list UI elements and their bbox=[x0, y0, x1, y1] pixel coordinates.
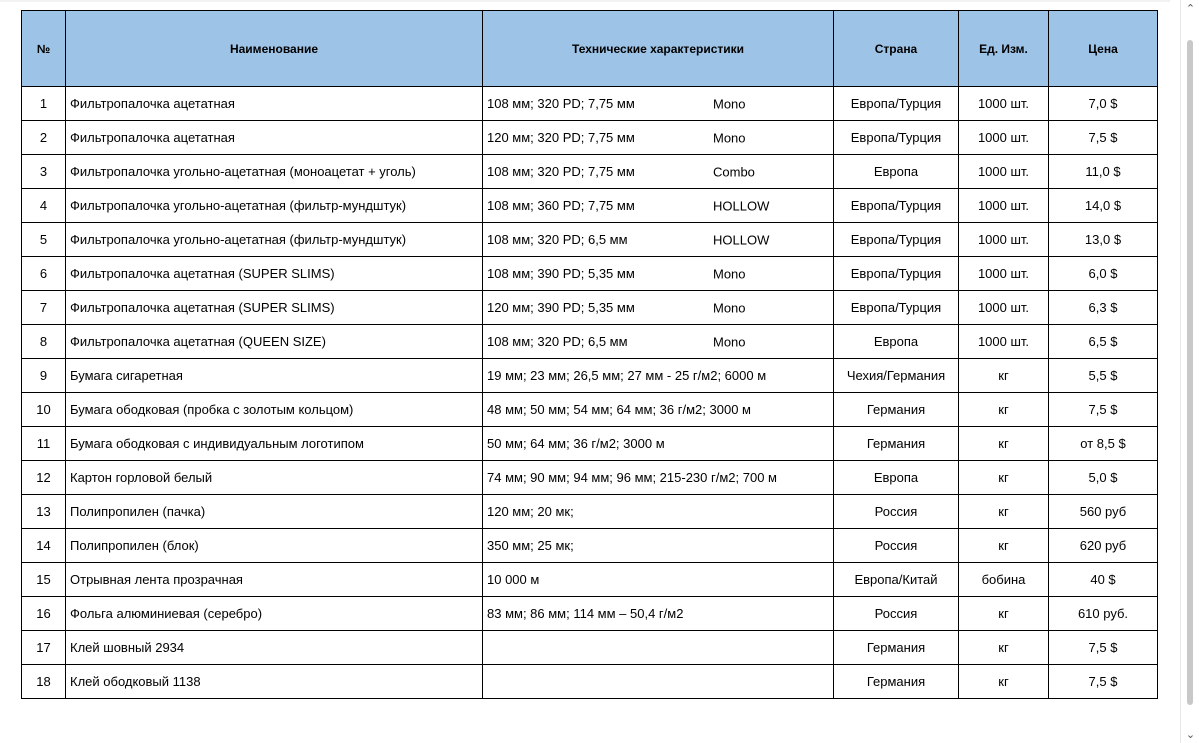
row-spec bbox=[483, 155, 834, 189]
row-num: 16 bbox=[22, 597, 66, 631]
row-num: 4 bbox=[22, 189, 66, 223]
row-name: Бумага ободковая (пробка с золотым кольцом) bbox=[66, 393, 483, 427]
table-row bbox=[22, 87, 1158, 121]
spec-text: 10 000 м bbox=[487, 572, 540, 587]
row-spec bbox=[483, 325, 834, 359]
spec-text: 108 мм; 320 PD; 7,75 мм bbox=[487, 96, 635, 111]
row-unit: 1000 шт. bbox=[959, 121, 1049, 155]
spec-type: Mono bbox=[713, 96, 746, 111]
row-price: 610 руб. bbox=[1049, 597, 1158, 631]
spec-text: 19 мм; 23 мм; 26,5 мм; 27 мм - 25 г/м2; 6000 м bbox=[487, 368, 767, 383]
table-body bbox=[22, 87, 1158, 699]
scroll-down-icon[interactable]: ⌄ bbox=[1185, 728, 1196, 741]
row-unit: бобина bbox=[959, 563, 1049, 597]
row-unit: 1000 шт. bbox=[959, 189, 1049, 223]
row-price: 620 руб bbox=[1049, 529, 1158, 563]
header-country: Страна bbox=[834, 11, 959, 87]
row-spec bbox=[483, 495, 834, 529]
spec-type: HOLLOW bbox=[713, 232, 770, 247]
row-name: Клей ободковый 1138 bbox=[66, 665, 483, 699]
row-country: Европа/Китай bbox=[834, 563, 959, 597]
row-num: 18 bbox=[22, 665, 66, 699]
table-row bbox=[22, 189, 1158, 223]
row-spec bbox=[483, 223, 834, 257]
row-spec bbox=[483, 529, 834, 563]
scroll-up-icon[interactable]: ⌃ bbox=[1185, 2, 1196, 15]
row-spec bbox=[483, 291, 834, 325]
spec-text: 108 мм; 390 PD; 5,35 мм bbox=[487, 266, 635, 281]
row-name: Фильтропалочка ацетатная bbox=[66, 121, 483, 155]
row-num: 3 bbox=[22, 155, 66, 189]
spec-type: Mono bbox=[713, 266, 746, 281]
row-num: 2 bbox=[22, 121, 66, 155]
row-country: Европа/Турция bbox=[834, 291, 959, 325]
table-row bbox=[22, 427, 1158, 461]
spec-text: 108 мм; 320 PD; 6,5 мм bbox=[487, 334, 628, 349]
table-row bbox=[22, 155, 1158, 189]
row-unit: кг bbox=[959, 631, 1049, 665]
table-row bbox=[22, 393, 1158, 427]
row-unit: кг bbox=[959, 393, 1049, 427]
row-spec bbox=[483, 461, 834, 495]
row-country: Германия bbox=[834, 427, 959, 461]
row-name: Отрывная лента прозрачная bbox=[66, 563, 483, 597]
row-name: Картон горловой белый bbox=[66, 461, 483, 495]
row-price: 7,5 $ bbox=[1049, 665, 1158, 699]
row-unit: кг bbox=[959, 665, 1049, 699]
header-spec: Технические характеристики bbox=[483, 11, 834, 87]
spec-type: Combo bbox=[713, 164, 755, 179]
row-name: Фильтропалочка угольно-ацетатная (моноацетат + уголь) bbox=[66, 155, 483, 189]
row-country: Германия bbox=[834, 393, 959, 427]
row-country: Европа/Турция bbox=[834, 121, 959, 155]
spec-text: 120 мм; 320 PD; 7,75 мм bbox=[487, 130, 635, 145]
row-price: 6,5 $ bbox=[1049, 325, 1158, 359]
header-num: № bbox=[22, 11, 66, 87]
row-country: Европа/Турция bbox=[834, 189, 959, 223]
row-num: 1 bbox=[22, 87, 66, 121]
row-name: Фильтропалочка угольно-ацетатная (фильтр-мундштук) bbox=[66, 189, 483, 223]
row-num: 12 bbox=[22, 461, 66, 495]
row-spec bbox=[483, 359, 834, 393]
spec-type: Mono bbox=[713, 334, 746, 349]
spec-type: Mono bbox=[713, 300, 746, 315]
spec-text: 108 мм; 360 PD; 7,75 мм bbox=[487, 198, 635, 213]
row-price: 6,3 $ bbox=[1049, 291, 1158, 325]
header-price: Цена bbox=[1049, 11, 1158, 87]
table-row bbox=[22, 291, 1158, 325]
row-country: Европа bbox=[834, 461, 959, 495]
row-price: 5,5 $ bbox=[1049, 359, 1158, 393]
row-price: 14,0 $ bbox=[1049, 189, 1158, 223]
row-num: 9 bbox=[22, 359, 66, 393]
row-name: Фольга алюминиевая (серебро) bbox=[66, 597, 483, 631]
table-header-row bbox=[22, 11, 1158, 87]
row-country: Европа/Турция bbox=[834, 223, 959, 257]
row-num: 5 bbox=[22, 223, 66, 257]
row-num: 10 bbox=[22, 393, 66, 427]
row-name: Полипропилен (пачка) bbox=[66, 495, 483, 529]
row-unit: кг bbox=[959, 427, 1049, 461]
row-name: Фильтропалочка ацетатная (SUPER SLIMS) bbox=[66, 291, 483, 325]
row-country: Германия bbox=[834, 631, 959, 665]
row-name: Бумага сигаретная bbox=[66, 359, 483, 393]
table-row bbox=[22, 563, 1158, 597]
row-price: 7,5 $ bbox=[1049, 631, 1158, 665]
row-price: 5,0 $ bbox=[1049, 461, 1158, 495]
row-price: 7,5 $ bbox=[1049, 121, 1158, 155]
row-unit: 1000 шт. bbox=[959, 87, 1049, 121]
header-unit: Ед. Изм. bbox=[959, 11, 1049, 87]
row-unit: кг bbox=[959, 597, 1049, 631]
row-country: Чехия/Германия bbox=[834, 359, 959, 393]
row-unit: 1000 шт. bbox=[959, 291, 1049, 325]
table-row bbox=[22, 223, 1158, 257]
row-unit: 1000 шт. bbox=[959, 155, 1049, 189]
row-name: Фильтропалочка ацетатная (SUPER SLIMS) bbox=[66, 257, 483, 291]
spec-text: 120 мм; 390 PD; 5,35 мм bbox=[487, 300, 635, 315]
row-country: Европа bbox=[834, 155, 959, 189]
spec-text: 350 мм; 25 мк; bbox=[487, 538, 574, 553]
row-num: 13 bbox=[22, 495, 66, 529]
spec-text: 83 мм; 86 мм; 114 мм – 50,4 г/м2 bbox=[487, 606, 684, 621]
spec-text: 120 мм; 20 мк; bbox=[487, 504, 574, 519]
price-table bbox=[21, 10, 1158, 699]
row-price: 6,0 $ bbox=[1049, 257, 1158, 291]
row-spec bbox=[483, 189, 834, 223]
row-country: Россия bbox=[834, 597, 959, 631]
row-num: 8 bbox=[22, 325, 66, 359]
page-top-edge bbox=[0, 0, 1170, 2]
row-country: Европа/Турция bbox=[834, 257, 959, 291]
row-num: 14 bbox=[22, 529, 66, 563]
row-num: 11 bbox=[22, 427, 66, 461]
row-name: Фильтропалочка угольно-ацетатная (фильтр-мундштук) bbox=[66, 223, 483, 257]
row-spec bbox=[483, 87, 834, 121]
spec-text: 74 мм; 90 мм; 94 мм; 96 мм; 215-230 г/м2; 700 м bbox=[487, 470, 777, 485]
spec-text: 108 мм; 320 PD; 6,5 мм bbox=[487, 232, 628, 247]
row-unit: 1000 шт. bbox=[959, 325, 1049, 359]
row-name: Фильтропалочка ацетатная bbox=[66, 87, 483, 121]
table-row bbox=[22, 631, 1158, 665]
row-price: 40 $ bbox=[1049, 563, 1158, 597]
row-price: 11,0 $ bbox=[1049, 155, 1158, 189]
row-country: Европа/Турция bbox=[834, 87, 959, 121]
row-num: 17 bbox=[22, 631, 66, 665]
row-spec bbox=[483, 665, 834, 699]
row-country: Европа bbox=[834, 325, 959, 359]
row-spec bbox=[483, 631, 834, 665]
row-spec bbox=[483, 563, 834, 597]
row-num: 7 bbox=[22, 291, 66, 325]
row-price: 7,5 $ bbox=[1049, 393, 1158, 427]
row-price: 7,0 $ bbox=[1049, 87, 1158, 121]
table-row bbox=[22, 597, 1158, 631]
row-price: 13,0 $ bbox=[1049, 223, 1158, 257]
row-name: Клей шовный 2934 bbox=[66, 631, 483, 665]
spec-type: Mono bbox=[713, 130, 746, 145]
row-name: Бумага ободковая с индивидуальным логотипом bbox=[66, 427, 483, 461]
row-spec bbox=[483, 257, 834, 291]
table-row bbox=[22, 461, 1158, 495]
row-price: от 8,5 $ bbox=[1049, 427, 1158, 461]
row-unit: кг bbox=[959, 359, 1049, 393]
row-spec bbox=[483, 121, 834, 155]
row-country: Россия bbox=[834, 529, 959, 563]
table-row bbox=[22, 529, 1158, 563]
row-unit: кг bbox=[959, 461, 1049, 495]
row-country: Россия bbox=[834, 495, 959, 529]
spec-text: 48 мм; 50 мм; 54 мм; 64 мм; 36 г/м2; 3000 м bbox=[487, 402, 751, 417]
spec-type: HOLLOW bbox=[713, 198, 770, 213]
header-name: Наименование bbox=[66, 11, 483, 87]
scroll-thumb[interactable] bbox=[1187, 40, 1193, 705]
table-row bbox=[22, 495, 1158, 529]
row-name: Полипропилен (блок) bbox=[66, 529, 483, 563]
row-unit: 1000 шт. bbox=[959, 223, 1049, 257]
spec-text: 50 мм; 64 мм; 36 г/м2; 3000 м bbox=[487, 436, 665, 451]
row-spec bbox=[483, 427, 834, 461]
table-row bbox=[22, 257, 1158, 291]
row-country: Германия bbox=[834, 665, 959, 699]
row-spec bbox=[483, 597, 834, 631]
spec-text: 108 мм; 320 PD; 7,75 мм bbox=[487, 164, 635, 179]
row-unit: 1000 шт. bbox=[959, 257, 1049, 291]
table-row bbox=[22, 359, 1158, 393]
row-unit: кг bbox=[959, 495, 1049, 529]
table-row bbox=[22, 121, 1158, 155]
row-name: Фильтропалочка ацетатная (QUEEN SIZE) bbox=[66, 325, 483, 359]
row-spec bbox=[483, 393, 834, 427]
row-num: 6 bbox=[22, 257, 66, 291]
table-row bbox=[22, 665, 1158, 699]
row-unit: кг bbox=[959, 529, 1049, 563]
table-row bbox=[22, 325, 1158, 359]
vertical-scrollbar[interactable] bbox=[1180, 0, 1199, 743]
row-price: 560 руб bbox=[1049, 495, 1158, 529]
row-num: 15 bbox=[22, 563, 66, 597]
